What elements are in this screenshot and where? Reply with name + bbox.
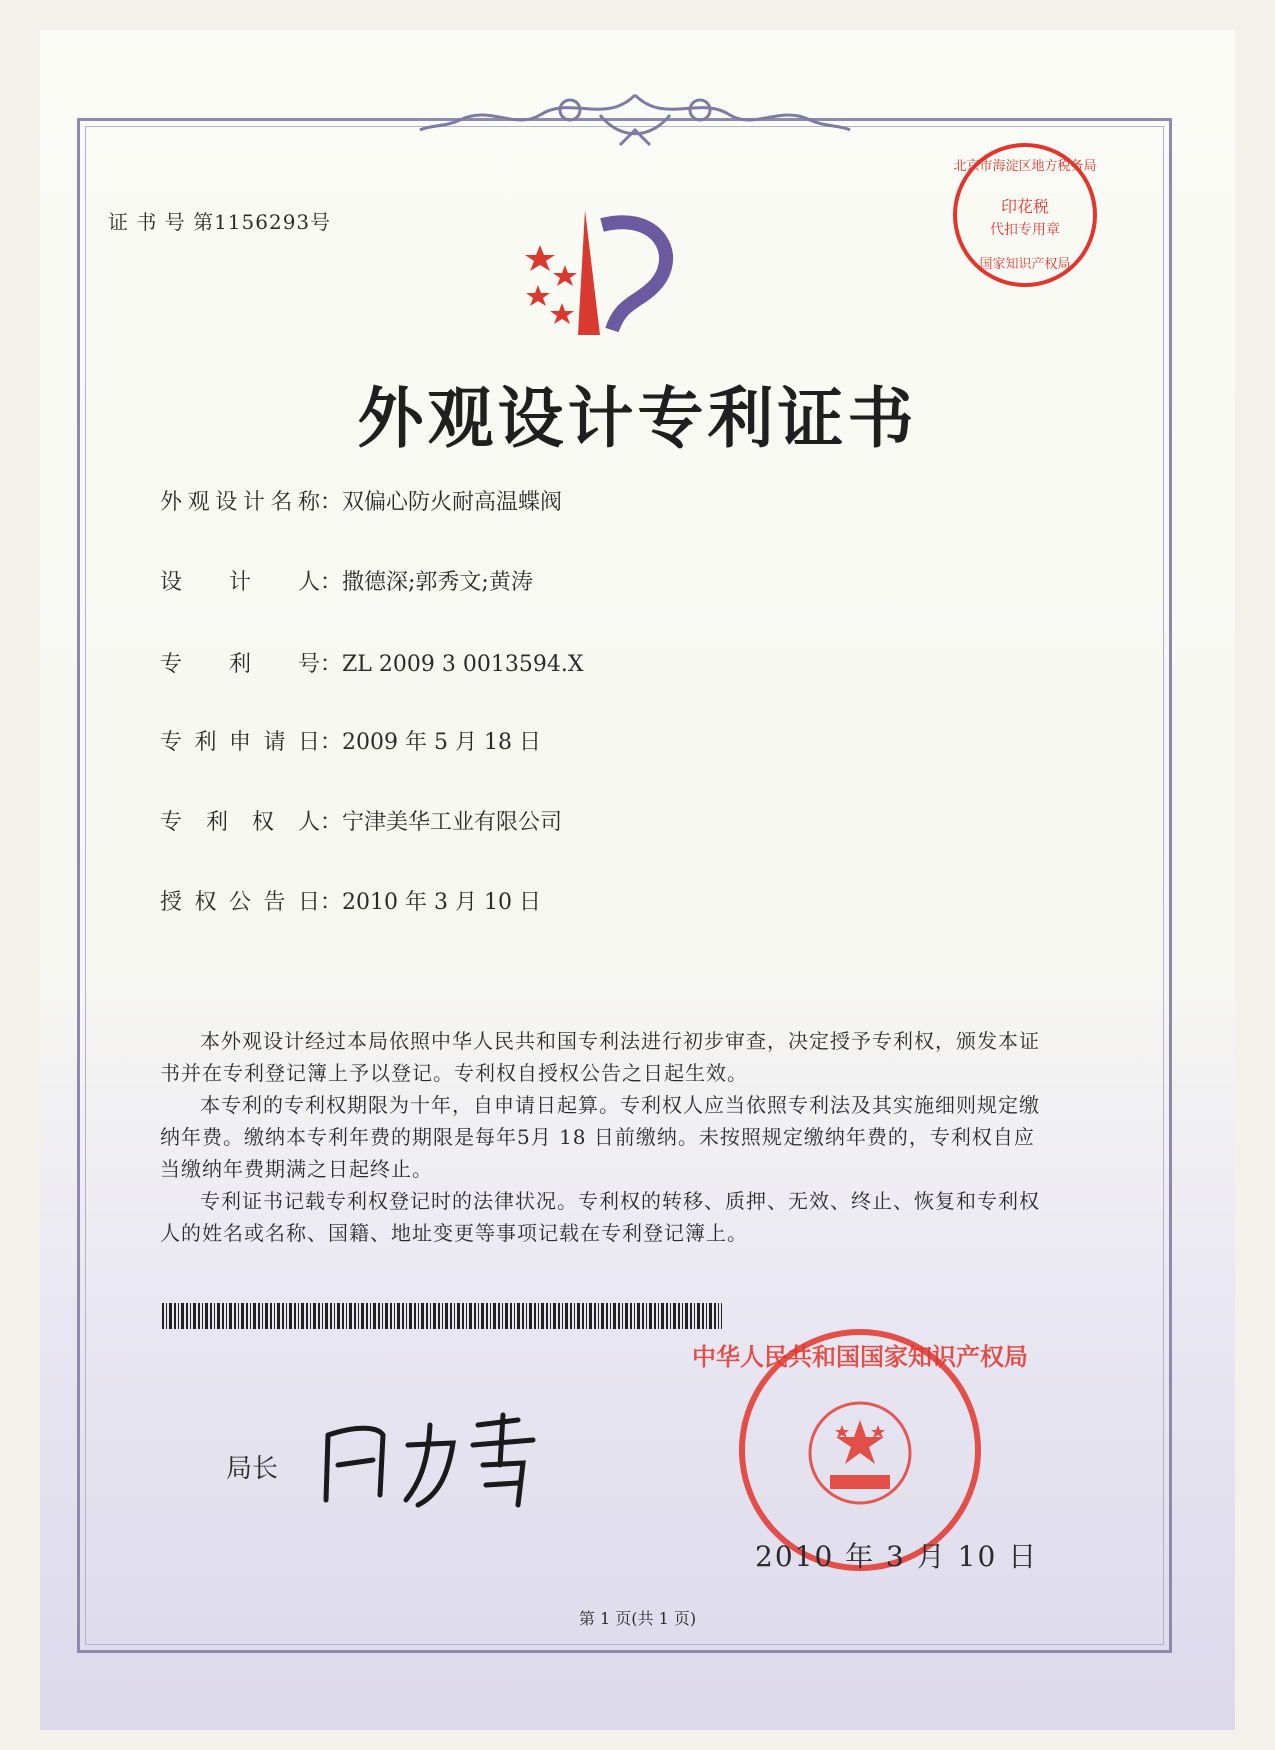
- field-value: 撒德深;郭秀文;黄涛: [342, 570, 533, 595]
- tax-seal-outer: 北京市海淀区地方税务局: [953, 159, 1097, 174]
- field-label: 授权公告日: [160, 890, 320, 915]
- director-label: 局长: [226, 1454, 279, 1484]
- paragraph: 本专利的专利权期限为十年，自申请日起算。专利权人应当依照专利法及其实施细则规定缴纳年费。缴纳本专利年费的期限是每年5月 18 日前缴纳。未按照规定缴纳年费的，专利权自应当缴纳年费期满之日起终止。: [160, 1093, 1040, 1181]
- field-value: ZL 2009 3 0013594.X: [342, 652, 584, 677]
- certificate-body: [160, 1025, 1050, 1249]
- field-label: 专利号: [160, 652, 320, 677]
- field-patentee: 专利权人：宁津美华工业有限公司: [160, 805, 562, 836]
- seal-text: 中华人民共和国国家知识产权局: [692, 1343, 1028, 1371]
- field-label: 设计人: [160, 570, 320, 595]
- field-value: 双偏心防火耐高温蝶阀: [342, 490, 563, 515]
- seal-date: 2010 年 3 月 10 日: [755, 1540, 1039, 1573]
- page-number: 第 1 页(共 1 页): [578, 1609, 697, 1628]
- field-patent-number: 专利号：ZL 2009 3 0013594.X: [160, 647, 584, 678]
- field-design-name: 外观设计名称：双偏心防火耐高温蝶阀: [160, 485, 562, 516]
- field-application-date: 专利申请日：2009 年 5 月 18 日: [160, 725, 541, 756]
- field-label: 专利申请日: [160, 730, 320, 755]
- patent-office-logo-icon: [520, 205, 700, 345]
- field-value: 宁津美华工业有限公司: [342, 810, 563, 835]
- page-title: 外观设计专利证书: [357, 379, 918, 457]
- field-value: 2009 年 5 月 18 日: [342, 730, 541, 755]
- signature: [318, 1405, 548, 1515]
- paragraph: 本外观设计经过本局依照中华人民共和国专利法进行初步审查，决定授予专利权，颁发本证书并在专利登记簿上予以登记。专利权自授权公告之日起生效。: [160, 1029, 1040, 1085]
- tax-seal-inner-2: 代扣专用章: [990, 222, 1060, 238]
- ornament-icon: [420, 85, 850, 155]
- tax-seal-inner-1: 印花税: [1000, 197, 1050, 216]
- certificate-number: 证 书 号 第1156293号: [108, 210, 332, 234]
- tax-seal-bottom: 国家知识产权局: [979, 257, 1071, 272]
- tax-stamp-seal: [950, 140, 1100, 290]
- field-value: 2010 年 3 月 10 日: [342, 890, 541, 915]
- field-label: 专利权人: [160, 810, 320, 835]
- barcode: [162, 1303, 722, 1329]
- field-label: 外观设计名称: [160, 490, 320, 515]
- field-designer: 设计人：撒德深;郭秀文;黄涛: [160, 565, 533, 596]
- paragraph: 专利证书记载专利权登记时的法律状况。专利权的转移、质押、无效、终止、恢复和专利权人的姓名或名称、国籍、地址变更等事项记载在专利登记簿上。: [160, 1189, 1040, 1245]
- field-grant-date: 授权公告日：2010 年 3 月 10 日: [160, 885, 541, 916]
